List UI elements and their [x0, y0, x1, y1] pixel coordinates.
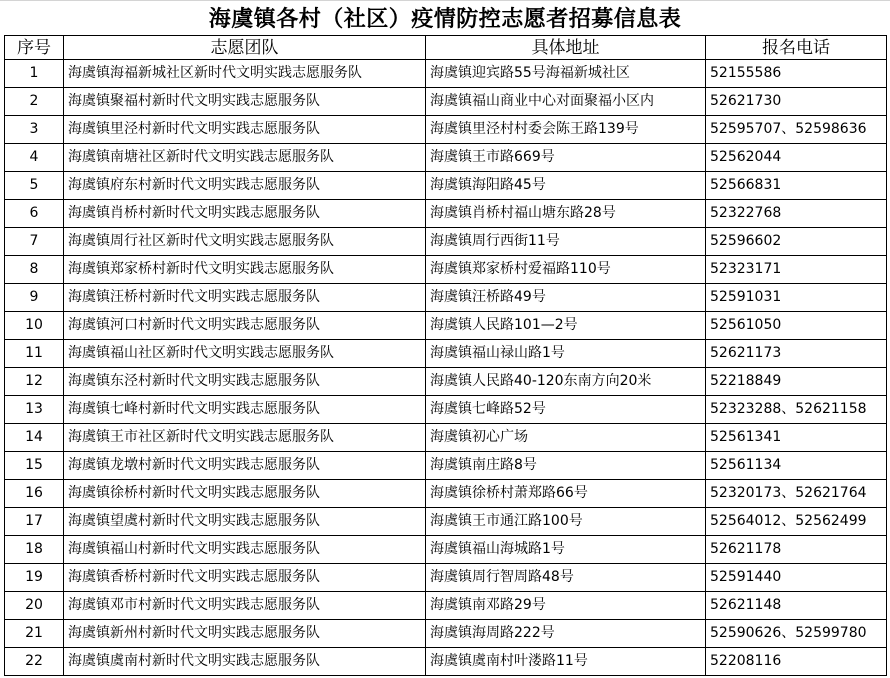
row-team-cell[interactable]: 海虞镇福山社区新时代文明实践志愿服务队: [64, 340, 426, 368]
table-row: [5, 256, 887, 284]
row-team-cell[interactable]: 海虞镇南塘社区新时代文明实践志愿服务队: [64, 144, 426, 172]
row-address-cell[interactable]: 海虞镇周行智周路48号: [426, 564, 706, 592]
row-team-cell[interactable]: 海虞镇香桥村新时代文明实践志愿服务队: [64, 564, 426, 592]
table-row: [5, 592, 887, 620]
table-row: [5, 396, 887, 424]
row-address-cell[interactable]: 海虞镇王市通江路100号: [426, 508, 706, 536]
row-no-cell[interactable]: 15: [5, 452, 64, 480]
row-phone-cell[interactable]: 52323288、52621158: [706, 396, 887, 424]
row-address-cell[interactable]: 海虞镇南邓路29号: [426, 592, 706, 620]
row-phone-cell[interactable]: 52595707、52598636: [706, 116, 887, 144]
row-phone-cell[interactable]: 52218849: [706, 368, 887, 396]
row-team-cell[interactable]: 海虞镇龙墩村新时代文明实践志愿服务队: [64, 452, 426, 480]
row-team-cell[interactable]: 海虞镇郑家桥村新时代文明实践志愿服务队: [64, 256, 426, 284]
row-team-cell[interactable]: 海虞镇新州村新时代文明实践志愿服务队: [64, 620, 426, 648]
table-row: [5, 536, 887, 564]
volunteer-table: [4, 35, 887, 676]
row-phone-cell[interactable]: 52320173、52621764: [706, 480, 887, 508]
row-no-cell[interactable]: 17: [5, 508, 64, 536]
row-team-cell[interactable]: 海虞镇聚福村新时代文明实践志愿服务队: [64, 88, 426, 116]
row-no-cell[interactable]: 8: [5, 256, 64, 284]
row-team-cell[interactable]: 海虞镇望虞村新时代文明实践志愿服务队: [64, 508, 426, 536]
table-row: [5, 284, 887, 312]
row-address-cell[interactable]: 海虞镇海周路222号: [426, 620, 706, 648]
row-address-cell[interactable]: 海虞镇南庄路8号: [426, 452, 706, 480]
header-phone[interactable]: 报名电话: [706, 36, 887, 60]
row-no-cell[interactable]: 20: [5, 592, 64, 620]
table-row: [5, 312, 887, 340]
row-address-cell[interactable]: 海虞镇里泾村村委会陈王路139号: [426, 116, 706, 144]
row-phone-cell[interactable]: 52621178: [706, 536, 887, 564]
table-row: [5, 620, 887, 648]
table-row: [5, 116, 887, 144]
row-no-cell[interactable]: 9: [5, 284, 64, 312]
row-no-cell[interactable]: 5: [5, 172, 64, 200]
table-row: [5, 228, 887, 256]
row-phone-cell[interactable]: 52591031: [706, 284, 887, 312]
row-phone-cell[interactable]: 52208116: [706, 648, 887, 676]
row-phone-cell[interactable]: 52596602: [706, 228, 887, 256]
row-address-cell[interactable]: 海虞镇王市路669号: [426, 144, 706, 172]
header-row: [5, 36, 887, 60]
row-phone-cell[interactable]: 52155586: [706, 60, 887, 88]
row-address-cell[interactable]: 海虞镇初心广场: [426, 424, 706, 452]
row-phone-cell[interactable]: 52561134: [706, 452, 887, 480]
row-address-cell[interactable]: 海虞镇人民路40-120东南方向20米: [426, 368, 706, 396]
row-phone-cell[interactable]: 52621173: [706, 340, 887, 368]
row-phone-cell[interactable]: 52562044: [706, 144, 887, 172]
row-address-cell[interactable]: 海虞镇福山禄山路1号: [426, 340, 706, 368]
row-address-cell[interactable]: 海虞镇海阳路45号: [426, 172, 706, 200]
table-row: [5, 340, 887, 368]
row-phone-cell[interactable]: 52621730: [706, 88, 887, 116]
table-row: [5, 172, 887, 200]
row-team-cell[interactable]: 海虞镇周行社区新时代文明实践志愿服务队: [64, 228, 426, 256]
table-row: [5, 144, 887, 172]
row-no-cell[interactable]: 6: [5, 200, 64, 228]
table-row: [5, 508, 887, 536]
table-row: [5, 200, 887, 228]
row-team-cell[interactable]: 海虞镇汪桥村新时代文明实践志愿服务队: [64, 284, 426, 312]
row-address-cell[interactable]: 海虞镇徐桥村萧郑路66号: [426, 480, 706, 508]
table-row: [5, 368, 887, 396]
row-phone-cell[interactable]: 52322768: [706, 200, 887, 228]
row-phone-cell[interactable]: 52561341: [706, 424, 887, 452]
row-address-cell[interactable]: 海虞镇迎宾路55号海福新城社区: [426, 60, 706, 88]
table-row: [5, 648, 887, 676]
row-no-cell[interactable]: 16: [5, 480, 64, 508]
row-team-cell[interactable]: 海虞镇虞南村新时代文明实践志愿服务队: [64, 648, 426, 676]
row-no-cell[interactable]: 18: [5, 536, 64, 564]
row-team-cell[interactable]: 海虞镇里泾村新时代文明实践志愿服务队: [64, 116, 426, 144]
table-row: [5, 564, 887, 592]
row-phone-cell[interactable]: 52561050: [706, 312, 887, 340]
row-no-cell[interactable]: 13: [5, 396, 64, 424]
row-phone-cell[interactable]: 52621148: [706, 592, 887, 620]
row-address-cell[interactable]: 海虞镇福山商业中心对面聚福小区内: [426, 88, 706, 116]
row-no-cell[interactable]: 19: [5, 564, 64, 592]
table-row: [5, 452, 887, 480]
table-row: [5, 480, 887, 508]
header-no[interactable]: 序号: [5, 36, 64, 60]
row-team-cell[interactable]: 海虞镇七峰村新时代文明实践志愿服务队: [64, 396, 426, 424]
row-no-cell[interactable]: 22: [5, 648, 64, 676]
row-no-cell[interactable]: 2: [5, 88, 64, 116]
row-team-cell[interactable]: 海虞镇东泾村新时代文明实践志愿服务队: [64, 368, 426, 396]
row-no-cell[interactable]: 4: [5, 144, 64, 172]
row-team-cell[interactable]: 海虞镇府东村新时代文明实践志愿服务队: [64, 172, 426, 200]
row-no-cell[interactable]: 1: [5, 60, 64, 88]
table-row: [5, 60, 887, 88]
row-no-cell[interactable]: 21: [5, 620, 64, 648]
row-address-cell[interactable]: 海虞镇周行西街11号: [426, 228, 706, 256]
row-phone-cell[interactable]: 52591440: [706, 564, 887, 592]
row-address-cell[interactable]: 海虞镇汪桥路49号: [426, 284, 706, 312]
row-team-cell[interactable]: 海虞镇邓市村新时代文明实践志愿服务队: [64, 592, 426, 620]
row-no-cell[interactable]: 3: [5, 116, 64, 144]
table-row: [5, 424, 887, 452]
header-address[interactable]: 具体地址: [426, 36, 706, 60]
row-team-cell[interactable]: 海虞镇徐桥村新时代文明实践志愿服务队: [64, 480, 426, 508]
table-row: [5, 88, 887, 116]
row-phone-cell[interactable]: 52566831: [706, 172, 887, 200]
row-team-cell[interactable]: 海虞镇肖桥村新时代文明实践志愿服务队: [64, 200, 426, 228]
row-phone-cell[interactable]: 52590626、52599780: [706, 620, 887, 648]
row-team-cell[interactable]: 海虞镇海福新城社区新时代文明实践志愿服务队: [64, 60, 426, 88]
row-phone-cell[interactable]: 52323171: [706, 256, 887, 284]
row-address-cell[interactable]: 海虞镇郑家桥村爱福路110号: [426, 256, 706, 284]
row-address-cell[interactable]: 海虞镇人民路101—2号: [426, 312, 706, 340]
table-title: 海虞镇各村（社区）疫情防控志愿者招募信息表: [0, 0, 890, 35]
row-no-cell[interactable]: 10: [5, 312, 64, 340]
row-no-cell[interactable]: 12: [5, 368, 64, 396]
row-team-cell[interactable]: 海虞镇福山村新时代文明实践志愿服务队: [64, 536, 426, 564]
row-team-cell[interactable]: 海虞镇王市社区新时代文明实践志愿服务队: [64, 424, 426, 452]
row-address-cell[interactable]: 海虞镇七峰路52号: [426, 396, 706, 424]
row-no-cell[interactable]: 11: [5, 340, 64, 368]
row-phone-cell[interactable]: 52564012、52562499: [706, 508, 887, 536]
row-address-cell[interactable]: 海虞镇虞南村叶溇路11号: [426, 648, 706, 676]
row-no-cell[interactable]: 14: [5, 424, 64, 452]
header-team[interactable]: 志愿团队: [64, 36, 426, 60]
row-address-cell[interactable]: 海虞镇肖桥村福山塘东路28号: [426, 200, 706, 228]
row-address-cell[interactable]: 海虞镇福山海城路1号: [426, 536, 706, 564]
row-team-cell[interactable]: 海虞镇河口村新时代文明实践志愿服务队: [64, 312, 426, 340]
row-no-cell[interactable]: 7: [5, 228, 64, 256]
